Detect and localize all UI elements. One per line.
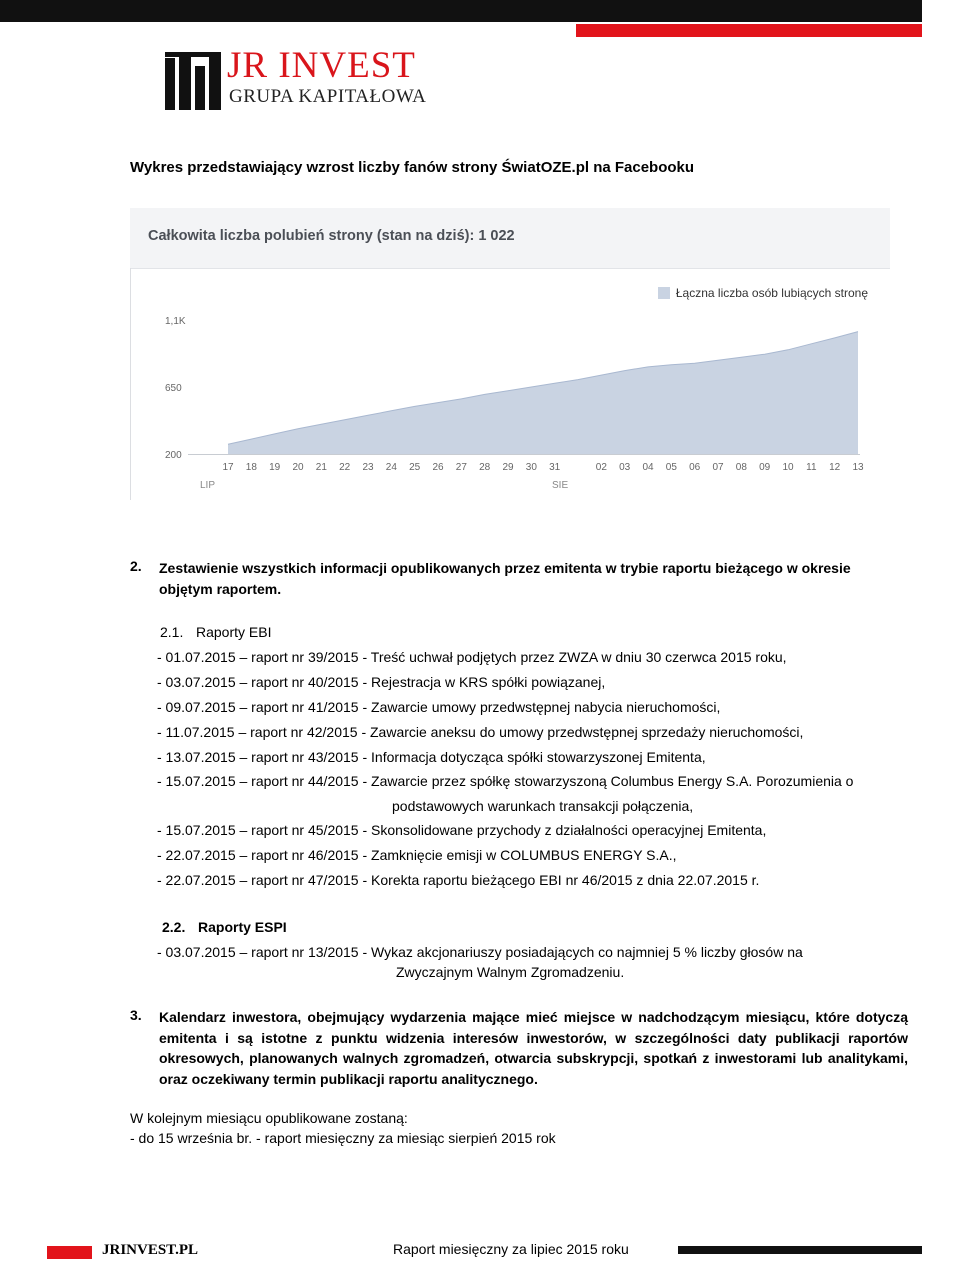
footer-report-title: Raport miesięczny za lipiec 2015 roku: [393, 1241, 629, 1257]
footer-red-bar: [47, 1246, 92, 1259]
x-tick-label: 28: [479, 462, 491, 473]
logo-title: JR INVEST: [227, 45, 416, 86]
series-area: [228, 332, 858, 454]
ebi-item: - 13.07.2015 – raport nr 43/2015 - Informacja dotycząca spółki stowarzyszonej Emitenta,: [157, 749, 706, 765]
company-logo: [165, 45, 427, 112]
next-month-item: - do 15 września br. - raport miesięczny za miesiąc sierpień 2015 rok: [130, 1130, 556, 1146]
top-black-bar: [0, 0, 922, 22]
logo-mark-icon: [165, 52, 221, 110]
chart-header: [130, 208, 890, 269]
y-tick-label: 200: [165, 450, 182, 461]
ebi-item: - 01.07.2015 – raport nr 39/2015 - Treść uchwał podjętych przez ZWZA w dniu 30 czerwca 2015 roku,: [157, 649, 787, 665]
month-label: LIP: [200, 480, 216, 491]
x-tick-label: 18: [245, 462, 257, 473]
x-tick-label: 06: [689, 462, 701, 473]
subsection-espi-number: 2.2.: [162, 919, 186, 935]
chart-heading: Wykres przedstawiający wzrost liczby fanów strony ŚwiatOZE.pl na Facebooku: [130, 159, 695, 176]
logo-subtitle: GRUPA KAPITAŁOWA: [229, 86, 427, 107]
x-tick-label: 25: [409, 462, 421, 473]
top-red-bar: [576, 24, 922, 37]
chart-plot: [130, 268, 890, 500]
x-tick-label: 07: [712, 462, 724, 473]
espi-item-continuation: Zwyczajnym Walnym Zgromadzeniu.: [396, 964, 625, 980]
x-tick-label: 20: [292, 462, 304, 473]
ebi-item: - 09.07.2015 – raport nr 41/2015 - Zawarcie umowy przedwstępnej nabycia nieruchomości,: [157, 699, 721, 715]
subsection-ebi-title: Raporty EBI: [196, 624, 272, 640]
footer-black-bar: [678, 1246, 922, 1254]
x-tick-label: 09: [759, 462, 771, 473]
x-tick-label: 04: [642, 462, 654, 473]
y-tick-label: 1,1K: [165, 316, 186, 327]
x-tick-label: 30: [525, 462, 537, 473]
x-tick-label: 03: [619, 462, 631, 473]
x-tick-label: 13: [852, 462, 864, 473]
ebi-item: - 22.07.2015 – raport nr 46/2015 - Zamknięcie emisji w COLUMBUS ENERGY S.A.,: [157, 847, 677, 863]
legend-label: Łączna liczba osób lubiących stronę: [675, 286, 868, 300]
section-3-text: Kalendarz inwestora, obejmujący wydarzenia mające mieć miejsce w nadchodzącym miesiącu, które dotyczą emitenta i są istotne z punktu widzenia interesów inwestorów, w szczególności daty publikacji raportów okresowych, planowanych walnych zgromadzeń, otwarcia subskrypcji, spotkań z inwestorami lub analitykami, oraz oczekiwany termin publikacji raportu analitycznego.: [159, 1009, 908, 1087]
month-label: SIE: [552, 480, 569, 491]
ebi-item: - 22.07.2015 – raport nr 47/2015 - Korekta raportu bieżącego EBI nr 46/2015 z dnia 22.07.2015 r.: [157, 872, 760, 888]
chart-title: Całkowita liczba polubień strony (stan na dziś): 1 022: [148, 228, 515, 244]
x-tick-label: 17: [222, 462, 234, 473]
x-tick-label: 29: [502, 462, 514, 473]
section-2-text: Zestawienie wszystkich informacji opublikowanych przez emitenta w trybie raportu bieżącego w okresie objętym raportem.: [159, 560, 851, 597]
next-month-intro: W kolejnym miesiącu opublikowane zostaną:: [130, 1110, 408, 1126]
x-tick-label: 02: [595, 462, 607, 473]
y-tick-label: 650: [165, 383, 182, 394]
x-tick-label: 12: [829, 462, 841, 473]
subsection-ebi-number: 2.1.: [160, 624, 184, 640]
x-tick-label: 05: [665, 462, 677, 473]
x-tick-label: 24: [385, 462, 397, 473]
espi-item: - 03.07.2015 – raport nr 13/2015 - Wykaz akcjonariuszy posiadających co najmniej 5 % liczby głosów na: [157, 944, 803, 960]
x-tick-label: 21: [315, 462, 327, 473]
likes-chart: [130, 208, 890, 500]
x-tick-label: 19: [269, 462, 281, 473]
ebi-item: - 15.07.2015 – raport nr 44/2015 - Zawarcie przez spółkę stowarzyszoną Columbus Energy S.A. Porozumienia o: [157, 773, 854, 789]
section-3-number: 3.: [130, 1007, 142, 1023]
subsection-ebi: [160, 624, 271, 640]
x-tick-label: 31: [549, 462, 561, 473]
x-tick-label: 23: [362, 462, 374, 473]
x-tick-label: 27: [455, 462, 467, 473]
x-tick-label: 10: [782, 462, 794, 473]
x-tick-label: 26: [432, 462, 444, 473]
footer-site: JRINVEST.PL: [102, 1242, 198, 1258]
ebi-item: - 03.07.2015 – raport nr 40/2015 - Rejestracja w KRS spółki powiązanej,: [157, 674, 606, 690]
ebi-item-continuation: podstawowych warunkach transakcji połączenia,: [392, 798, 694, 814]
ebi-item: - 15.07.2015 – raport nr 45/2015 - Skonsolidowane przychody z działalności operacyjnej Emitenta,: [157, 822, 767, 838]
subsection-espi: [162, 919, 287, 935]
ebi-item: - 11.07.2015 – raport nr 42/2015 - Zawarcie aneksu do umowy przedwstępnej sprzedaży nieruchomości,: [157, 724, 804, 740]
subsection-espi-title: Raporty ESPI: [198, 919, 287, 935]
section-2-number: 2.: [130, 558, 142, 574]
x-tick-label: 11: [806, 462, 817, 473]
x-tick-label: 22: [339, 462, 351, 473]
x-tick-label: 08: [735, 462, 747, 473]
